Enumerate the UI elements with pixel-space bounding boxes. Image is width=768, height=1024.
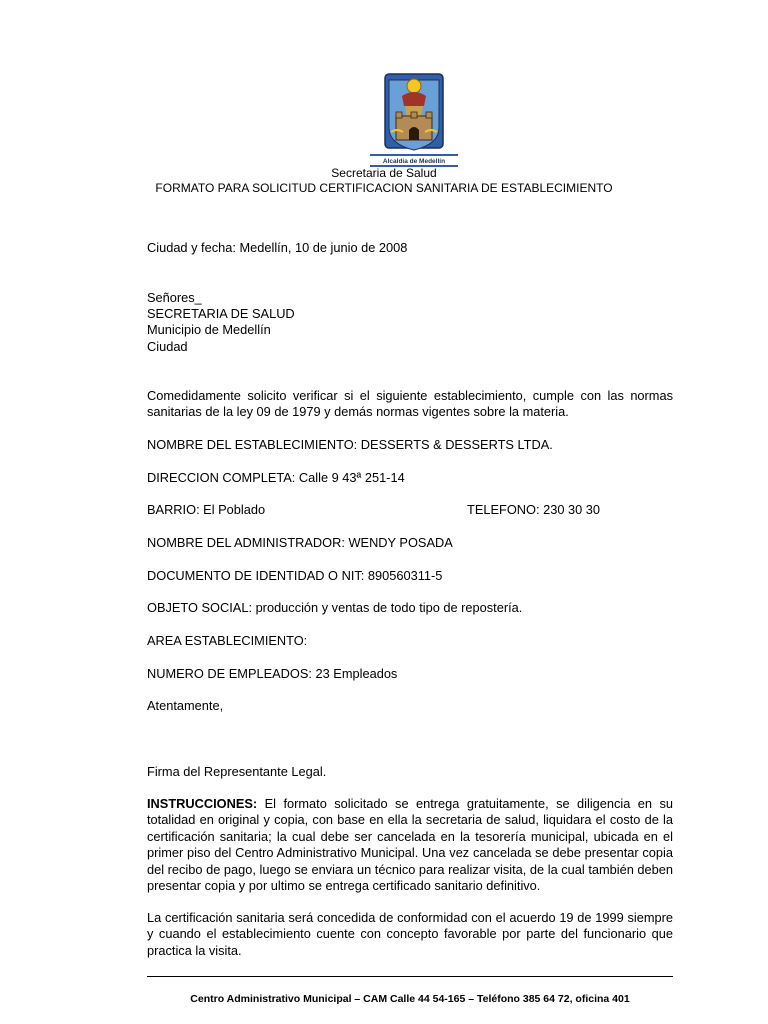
instructions-label: INSTRUCCIONES:: [147, 796, 258, 811]
id-document: DOCUMENTO DE IDENTIDAD O NIT: 890560311-5: [147, 568, 443, 583]
intro-paragraph: Comedidamente solicito verificar si el siguiente establecimiento, cumple con las normas sanitarias de la ley 09 de 1979 y demás normas vigentes sobre la materia.: [147, 388, 673, 420]
footer-divider: [147, 976, 673, 977]
secretaria-heading: Secretaria de Salud: [331, 166, 437, 180]
instructions-paragraph-2: La certificación sanitaria será concedida de conformidad con el acuerdo 19 de 1999 siempre y cuando el establecimiento cuente con concepto favorable por parte del funcionario que practica la visita.: [147, 910, 673, 958]
phone: TELEFONO: 230 30 30: [467, 502, 601, 517]
alcaldia-medellin-logo: [366, 70, 462, 168]
neighborhood: BARRIO: El Poblado: [147, 502, 266, 517]
instructions-paragraph: [147, 796, 673, 894]
form-title: FORMATO PARA SOLICITUD CERTIFICACION SANITARIA DE ESTABLECIMIENTO: [155, 181, 613, 195]
recipient-line-3: Municipio de Medellín: [147, 322, 271, 337]
establishment-name: NOMBRE DEL ESTABLECIMIENTO: DESSERTS & DESSERTS LTDA.: [147, 437, 553, 452]
recipient-line-4: Ciudad: [147, 339, 188, 354]
footer-address: Centro Administrativo Municipal – CAM Calle 44 54-165 – Teléfono 385 64 72, oficina 401: [190, 993, 630, 1005]
recipient-line-1: Señores_: [147, 290, 202, 305]
recipient-line-2: SECRETARIA DE SALUD: [147, 306, 295, 321]
employee-count: NUMERO DE EMPLEADOS: 23 Empleados: [147, 666, 398, 681]
administrator: NOMBRE DEL ADMINISTRADOR: WENDY POSADA: [147, 535, 453, 550]
closing: Atentamente,: [147, 698, 224, 713]
city-date: Ciudad y fecha: Medellín, 10 de junio de 2008: [147, 240, 408, 255]
signature-label: Firma del Representante Legal.: [147, 764, 327, 779]
address: DIRECCION COMPLETA: Calle 9 43ª 251-14: [147, 470, 405, 485]
logo-caption: Alcaldía de Medellín: [382, 158, 446, 165]
social-object: OBJETO SOCIAL: producción y ventas de todo tipo de repostería.: [147, 600, 523, 615]
establishment-area: AREA ESTABLECIMIENTO:: [147, 633, 308, 648]
instructions-text: El formato solicitado se entrega gratuitamente, se diligencia en su totalidad en original y copia, con base en ella la secretaria de salud, liquidara el costo de la certificación sanitaria; la cual debe ser cancelada en la tesorería municipal, ubicada en el primer piso del Centro Administrativo Municipal. Una vez cancelada se debe presentar copia del recibo de pago, luego se enviara un técnico para realizar visita, de la cual también deben presentar copia y por ultimo se entrega certificado sanitario definitivo.: [147, 796, 673, 894]
